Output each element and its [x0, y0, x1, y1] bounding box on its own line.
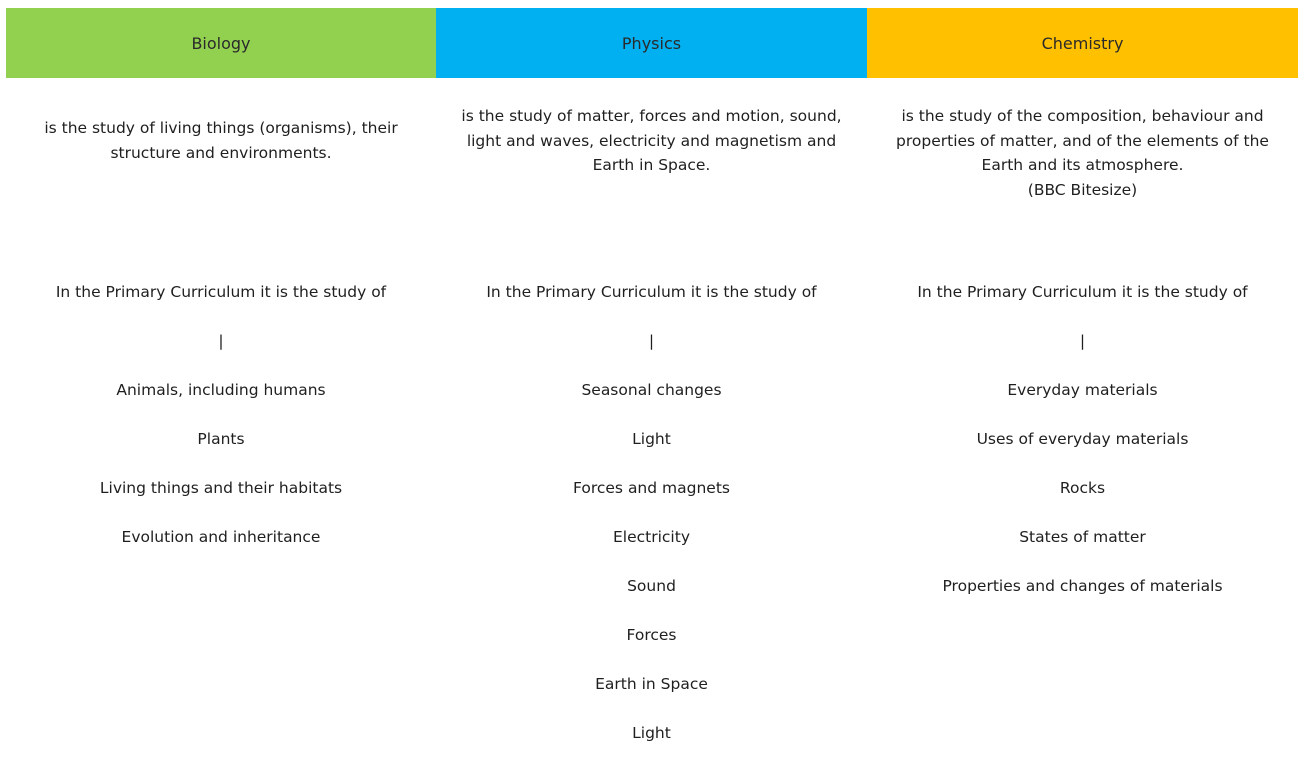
chemistry-curriculum: [867, 255, 1298, 623]
chemistry-header: [867, 8, 1298, 78]
topic-item: Seasonal changes: [581, 380, 722, 399]
physics-definition: is the study of matter, forces and motion, sound, light and waves, electricity and magnetism and Earth in Space.: [461, 107, 842, 174]
topic-item: Earth in Space: [595, 674, 708, 693]
topic-item: Evolution and inheritance: [121, 527, 321, 546]
divider-bar: |: [648, 331, 655, 350]
topic-item: States of matter: [1019, 527, 1146, 546]
topic-item: Forces and magnets: [573, 478, 730, 497]
biology-definition: is the study of living things (organisms), their structure and environments.: [44, 119, 398, 162]
topic-item: Forces: [626, 625, 677, 644]
physics-curriculum: [436, 255, 867, 770]
curriculum-intro: In the Primary Curriculum it is the study of: [486, 282, 817, 301]
physics-column: [436, 8, 867, 742]
physics-title: Physics: [621, 33, 682, 53]
biology-column: [6, 8, 436, 546]
chemistry-column: [867, 8, 1298, 595]
topic-item: Sound: [627, 576, 676, 595]
physics-header: [436, 8, 867, 78]
chemistry-title: Chemistry: [1041, 33, 1124, 53]
topic-item: Light: [632, 429, 671, 448]
topic-item: Rocks: [1059, 478, 1106, 497]
curriculum-intro: In the Primary Curriculum it is the study of: [917, 282, 1248, 301]
biology-title: Biology: [191, 33, 251, 53]
science-subjects-board: [6, 8, 1298, 742]
topic-item: Everyday materials: [1007, 380, 1158, 399]
topic-item: Properties and changes of materials: [942, 576, 1223, 595]
divider-bar: |: [1079, 331, 1086, 350]
topic-item: Uses of everyday materials: [976, 429, 1189, 448]
divider-bar: |: [218, 331, 224, 350]
biology-header: [6, 8, 436, 78]
topic-item: Animals, including humans: [116, 380, 326, 399]
chemistry-definition: is the study of the composition, behaviour and properties of matter, and of the elements of the Earth and its atmosphere. (BBC Bitesize): [896, 107, 1269, 199]
biology-curriculum: [6, 255, 436, 574]
curriculum-intro: In the Primary Curriculum it is the study of: [55, 282, 387, 301]
topic-item: Plants: [197, 429, 245, 448]
topic-item: Light: [632, 723, 671, 742]
topic-item: Living things and their habitats: [99, 478, 343, 497]
topic-item: Electricity: [613, 527, 690, 546]
